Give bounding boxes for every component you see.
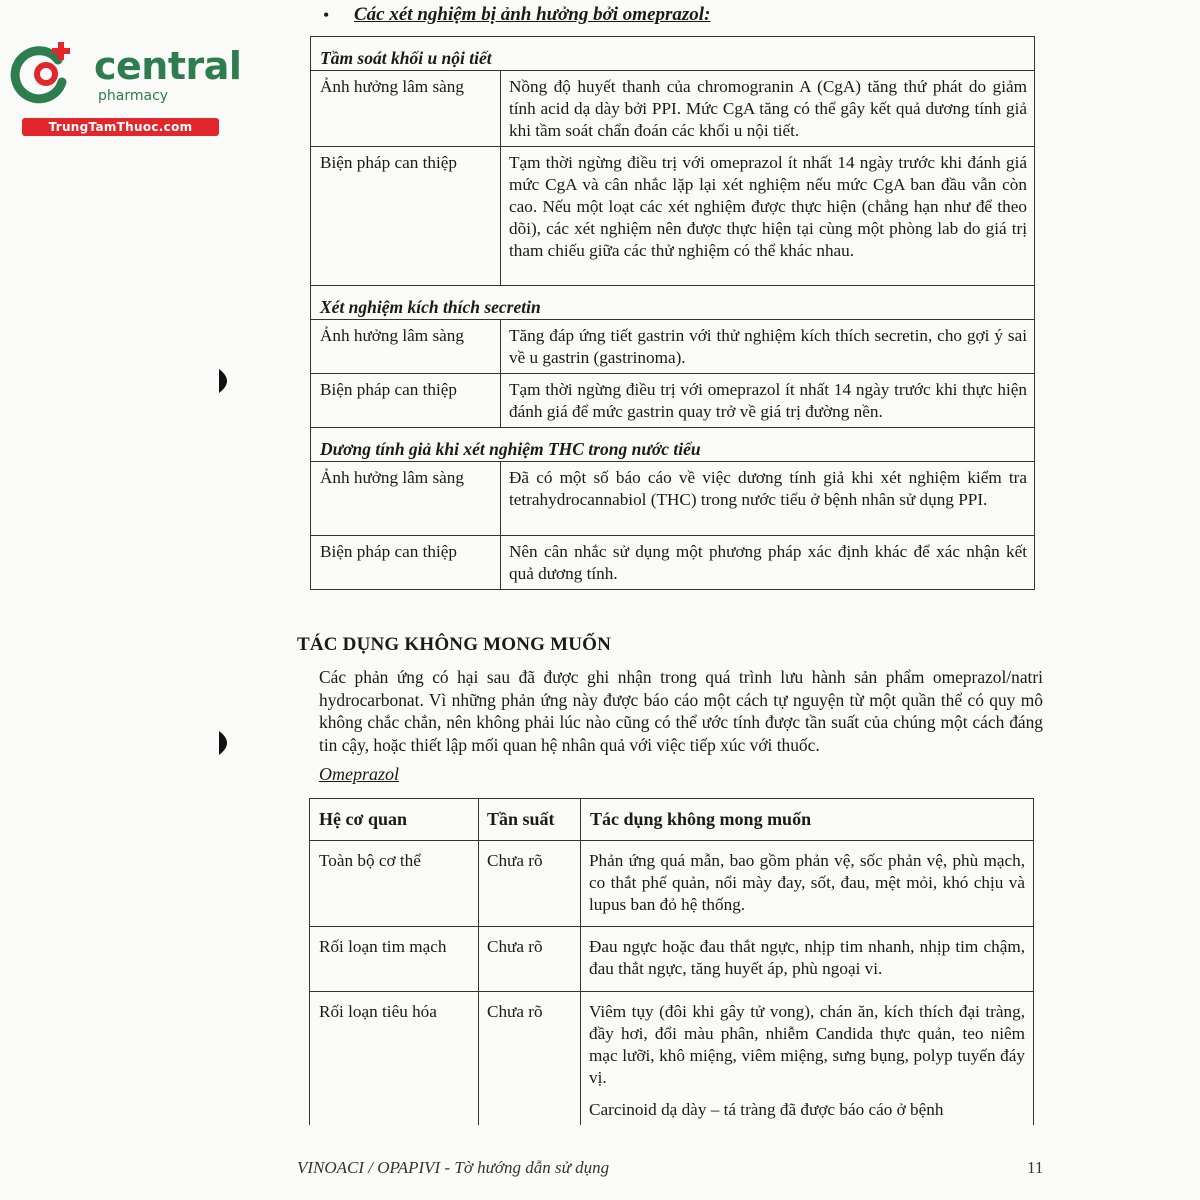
bullet-icon: • bbox=[323, 5, 330, 25]
table-section-row bbox=[311, 428, 1035, 462]
table-row bbox=[310, 927, 1034, 992]
punch-hole-mark bbox=[217, 730, 235, 756]
row-label: Biện pháp can thiệp bbox=[311, 147, 501, 286]
organ-cell: Toàn bộ cơ thể bbox=[310, 841, 479, 927]
frequency-cell: Chưa rõ bbox=[479, 841, 581, 927]
table-section-row bbox=[311, 286, 1035, 320]
row-label: Biện pháp can thiệp bbox=[311, 536, 501, 590]
table-row bbox=[310, 992, 1034, 1126]
row-label: Ảnh hưởng lâm sàng bbox=[311, 320, 501, 374]
adverse-effects-table bbox=[309, 798, 1034, 1125]
table-row bbox=[311, 320, 1035, 374]
effects-text: Viêm tụy (đôi khi gây tử vong), chán ăn, kích thích đại tràng, đầy hơi, đổi màu phân, nhiễm Candida thực quản, teo niêm mạc lưỡi, khô miệng, viêm miệng, sưng bụng, polyp tuyến đáy vị. bbox=[589, 1002, 1025, 1087]
subheading: Omeprazol bbox=[319, 764, 399, 784]
logo-sub-text: pharmacy bbox=[98, 88, 169, 104]
footer-document-title: VINOACI / OPAPIVI - Tờ hướng dẫn sử dụng bbox=[297, 1158, 610, 1177]
row-text: Nên cân nhắc sử dụng một phương pháp xác định khác để xác nhận kết quả dương tính. bbox=[501, 536, 1035, 590]
intro-paragraph: Các phản ứng có hại sau đã được ghi nhận trong quá trình lưu hành sản phẩm omeprazol/natri hydrocarbonat. Vì những phản ứng này được báo cáo một cách tự nguyện từ một quần thể có quy mô không chắc chắn, nên không phải lúc nào cũng có thể ước tính được tần suất của chúng một cách đáng tin cậy, hoặc thiết lập mối quan hệ nhân quả với việc tiếp xúc với thuốc. bbox=[319, 667, 1043, 755]
table-row bbox=[311, 536, 1035, 590]
section-title: Tầm soát khối u nội tiết bbox=[311, 37, 1035, 71]
row-text: Đã có một số báo cáo về việc dương tính giả khi xét nghiệm kiểm tra tetrahydrocannabiol (THC) trong nước tiểu ở bệnh nhân sử dụng PPI. bbox=[501, 462, 1035, 536]
effects-text-continued: Carcinoid dạ dày – tá tràng đã được báo cáo ở bệnh bbox=[589, 1100, 944, 1119]
brand-logo bbox=[10, 38, 242, 138]
table-row bbox=[311, 147, 1035, 286]
table-row bbox=[311, 71, 1035, 147]
organ-cell: Rối loạn tim mạch bbox=[310, 927, 479, 992]
section-title: Dương tính giả khi xét nghiệm THC trong nước tiểu bbox=[311, 428, 1035, 462]
row-text: Tăng đáp ứng tiết gastrin với thử nghiệm kích thích secretin, cho gợi ý sai về u gastrin (gastrinoma). bbox=[501, 320, 1035, 374]
logo-brand-text: central bbox=[94, 44, 242, 88]
row-label: Ảnh hưởng lâm sàng bbox=[311, 462, 501, 536]
bullet-heading: Các xét nghiệm bị ảnh hưởng bởi omeprazol: bbox=[354, 4, 711, 25]
punch-hole-mark bbox=[217, 368, 235, 394]
lab-interaction-table bbox=[310, 36, 1035, 590]
row-text: Tạm thời ngừng điều trị với omeprazol ít nhất 14 ngày trước khi đánh giá mức CgA và cân nhắc lặp lại xét nghiệm nếu mức CgA ban đầu vẫn còn cao. Nếu một loạt các xét nghiệm được thực hiện (chẳng hạn như để theo dõi), các xét nghiệm nên được thực hiện tại cùng một phòng lab do giá trị tham chiếu giữa các thử nghiệm có thể khác nhau. bbox=[501, 147, 1035, 286]
central-pharmacy-logo-icon bbox=[10, 38, 82, 110]
effects-cell: Đau ngực hoặc đau thắt ngực, nhịp tim nhanh, nhịp tim chậm, đau thắt ngực, tăng huyết áp, phù ngoại vi. bbox=[581, 927, 1034, 992]
effects-cell bbox=[581, 992, 1034, 1126]
table-section-row bbox=[311, 37, 1035, 71]
table-header-row bbox=[310, 799, 1034, 841]
table-row bbox=[311, 462, 1035, 536]
effects-cell: Phản ứng quá mẫn, bao gồm phản vệ, sốc phản vệ, phù mạch, co thắt phế quản, nổi mày đay, sốt, đau, mệt mỏi, khó chịu và lupus ban đỏ hệ thống. bbox=[581, 841, 1034, 927]
section-heading: TÁC DỤNG KHÔNG MONG MUỐN bbox=[297, 634, 612, 655]
organ-cell: Rối loạn tiêu hóa bbox=[310, 992, 479, 1126]
row-label: Ảnh hưởng lâm sàng bbox=[311, 71, 501, 147]
section-title: Xét nghiệm kích thích secretin bbox=[311, 286, 1035, 320]
column-header: Tần suất bbox=[479, 799, 581, 841]
table-row bbox=[311, 374, 1035, 428]
row-label: Biện pháp can thiệp bbox=[311, 374, 501, 428]
page-number: 11 bbox=[1027, 1158, 1044, 1177]
logo-url-badge: TrungTamThuoc.com bbox=[22, 118, 219, 136]
table-row bbox=[310, 841, 1034, 927]
column-header: Hệ cơ quan bbox=[310, 799, 479, 841]
row-text: Tạm thời ngừng điều trị với omeprazol ít nhất 14 ngày trước khi thực hiện đánh giá để mức gastrin quay trở về giá trị đường nền. bbox=[501, 374, 1035, 428]
row-text: Nồng độ huyết thanh của chromogranin A (CgA) tăng thứ phát do giảm tính acid dạ dày bởi PPI. Mức CgA tăng có thể gây kết quả dương tính giả khi tầm soát chẩn đoán các khối u nội tiết. bbox=[501, 71, 1035, 147]
frequency-cell: Chưa rõ bbox=[479, 992, 581, 1126]
frequency-cell: Chưa rõ bbox=[479, 927, 581, 992]
column-header: Tác dụng không mong muốn bbox=[581, 799, 1034, 841]
